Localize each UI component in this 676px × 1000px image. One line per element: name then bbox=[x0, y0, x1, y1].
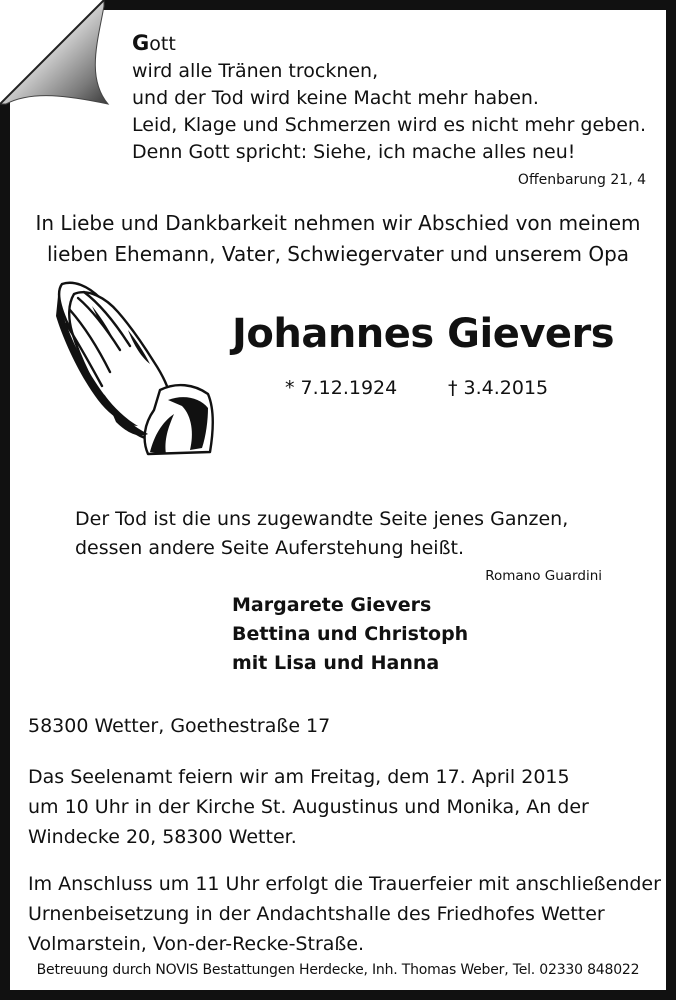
ceremony-line-2: Urnenbeisetzung in der Andachtshalle des Friedhofes Wetter bbox=[28, 903, 605, 925]
guardini-quote bbox=[75, 505, 568, 563]
verse-reference: Offenbarung 21, 4 bbox=[517, 172, 646, 188]
mourner-1: Margarete Gievers bbox=[232, 594, 432, 616]
verse-line-3: und der Tod wird keine Macht mehr haben. bbox=[132, 87, 539, 109]
farewell-intro bbox=[0, 208, 676, 270]
intro-line-2: lieben Ehemann, Vater, Schwiegervater und unserem Opa bbox=[46, 242, 630, 266]
bible-verse bbox=[132, 30, 646, 166]
verse-initial: G bbox=[132, 31, 150, 55]
verse-initial-rest: ott bbox=[149, 33, 176, 55]
mourner-3: mit Lisa und Hanna bbox=[232, 652, 440, 674]
quote-line-1: Der Tod ist die uns zugewandte Seite jenes Ganzen, bbox=[75, 508, 569, 530]
verse-line-5: Denn Gott spricht: Siehe, ich mache alles neu! bbox=[132, 141, 576, 163]
birth-date: * 7.12.1924 bbox=[285, 377, 398, 399]
ceremony-paragraph bbox=[28, 869, 661, 959]
mourner-2: Bettina und Christoph bbox=[232, 623, 469, 645]
requiem-line-3: Windecke 20, 58300 Wetter. bbox=[28, 826, 297, 848]
verse-line-2: wird alle Tränen trocknen, bbox=[132, 60, 379, 82]
verse-line-1 bbox=[132, 30, 646, 58]
mourners-list bbox=[232, 591, 468, 678]
quote-author: Romano Guardini bbox=[485, 568, 602, 584]
verse-line-4: Leid, Klage und Schmerzen wird es nicht mehr geben. bbox=[132, 114, 647, 136]
ceremony-line-3: Volmarstein, Von-der-Recke-Straße. bbox=[28, 933, 365, 955]
family-address: 58300 Wetter, Goethestraße 17 bbox=[28, 715, 331, 737]
funeral-home-footer: Betreuung durch NOVIS Bestattungen Herdecke, Inh. Thomas Weber, Tel. 02330 848022 bbox=[36, 962, 640, 978]
deceased-name: Johannes Gievers bbox=[232, 311, 615, 357]
quote-line-2: dessen andere Seite Auferstehung heißt. bbox=[75, 537, 465, 559]
praying-hands-icon bbox=[44, 276, 216, 458]
ceremony-line-1: Im Anschluss um 11 Uhr erfolgt die Trauerfeier mit anschließender bbox=[28, 873, 661, 895]
page-curl-icon bbox=[0, 0, 110, 110]
requiem-line-2: um 10 Uhr in der Kirche St. Augustinus und Monika, An der bbox=[28, 796, 589, 818]
requiem-line-1: Das Seelenamt feiern wir am Freitag, dem 17. April 2015 bbox=[28, 766, 570, 788]
requiem-paragraph bbox=[28, 762, 589, 852]
death-date: † 3.4.2015 bbox=[448, 377, 549, 399]
intro-line-1: In Liebe und Dankbarkeit nehmen wir Abschied von meinem bbox=[35, 211, 641, 235]
